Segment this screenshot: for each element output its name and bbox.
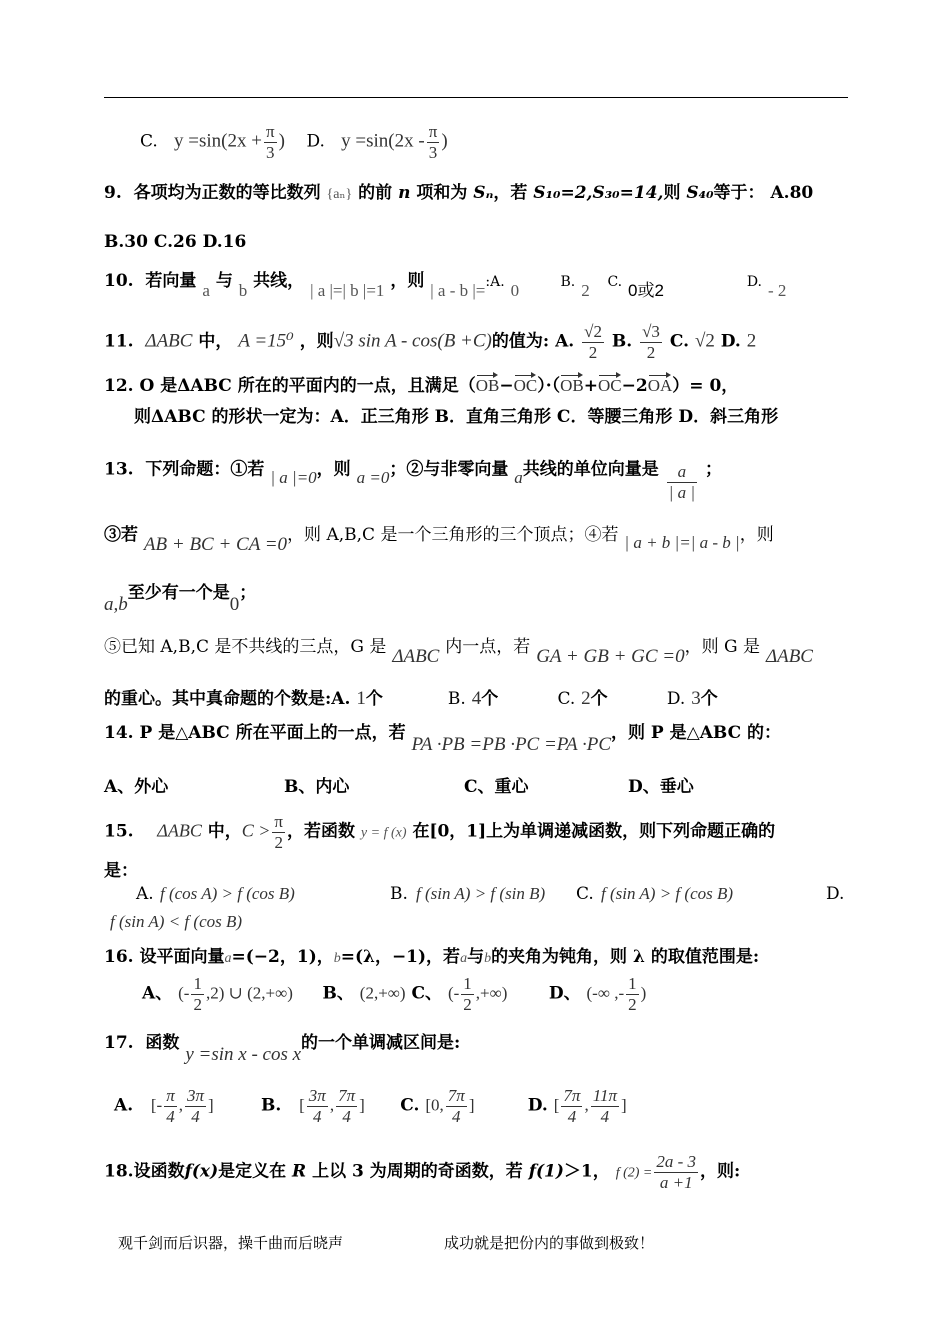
sequence-symbol: {aₙ} xyxy=(326,187,353,202)
question-17-options: A. [- $\frac{\pi}{4}$ , $\frac{3\pi}{4}$ ] B. [ $\frac{3\pi}{4}$ , $\frac{7\pi}{4}$ ] C. [0, $\frac{7\pi}{4}$ ] D. [ $\frac{7\pi}{4}$ , $\frac{11\pi}{4}$ ] xyxy=(114,1086,627,1126)
question-15: 15. ΔABC 中，C > $\frac{\pi}{2}$ ，若函数 y = f (x) 在[0，1]上为单调递减函数，则下列命题正确的 xyxy=(104,812,776,852)
fraction: $\frac{\pi}{3}$ xyxy=(265,122,275,162)
fraction: $\frac{\pi}{3}$ xyxy=(428,122,438,162)
question-15-option-d: f (sin A) < f (cos B) xyxy=(110,912,243,931)
question-13-p3: ③若 AB + BC + CA =0，则 A,B,C 是一个三角形的三个顶点；④若 | a + b |=| a - b |，则 xyxy=(104,525,774,555)
footer-left-motto: 观千剑而后识器，操千曲而后晓声 xyxy=(118,1234,344,1252)
question-12-line2: 则ΔABC 的形状一定为：A．正三角形 B．直角三角形 C．等腰三角形 D．斜三角形 xyxy=(134,407,779,427)
option-d-label: D. xyxy=(306,131,325,152)
question-16-options: A、 (- $\frac{1}{2}$ ,2) ∪ (2,+∞) B、 (2,+∞) C、 (- $\frac{1}{2}$ ,+∞) D、 (-∞ ,- $\frac{1}{2}$ ) xyxy=(142,974,647,1014)
question-14: 14. P 是△ABC 所在平面上的一点，若 PA ·PB =PB ·PC =PA ·PC，则 P 是△ABC 的： xyxy=(104,723,782,755)
question-12-line1: 12. O 是ΔABC 所在的平面内的一点，且满足（OB−OC）·（OB+OC−2OA）= 0， xyxy=(104,371,738,396)
question-18: 18.设函数f(x)是定义在 R 上以 3 为周期的奇函数，若 f(1)＞1， f (2) = $\frac{2a - 3}{a +1}$ ，则: xyxy=(104,1152,741,1192)
option-a: A.80 xyxy=(770,183,814,203)
question-13-p4: a,b至少有一个是0； xyxy=(104,583,257,615)
question-11: 11. ΔABC 中， A =15⁰ ，则√3 sin A - cos(B +C)的值为: A. $\frac{√2}{2}$ B. $\frac{√3}{2}$ C. √2 D. 2 xyxy=(104,322,757,362)
question-16: 16. 设平面向量a=(−2，1)，b=(λ，−1)，若a与b的夹角为钝角，则 λ 的取值范围是: xyxy=(104,947,760,967)
header-rule xyxy=(104,97,848,98)
footer-right-motto: 成功就是把份内的事做到极致！ xyxy=(444,1234,655,1252)
question-9-options: B.30 C.26 D.16 xyxy=(104,232,247,252)
question-14-options: A、外心 B、内心 C、重心 D、垂心 xyxy=(104,777,694,797)
question-15-cont: 是： xyxy=(104,861,138,881)
option-c-expr: y =sin(2x + xyxy=(174,130,262,152)
question-10: 10. 若向量 a 与 b 共线， | a |=| b |=1 ，则 | a - b |=:A. 0 B. 2 C. 0或2 D. - 2 xyxy=(104,271,787,300)
q8-options: C. y =sin(2x + $\frac{\pi}{3}$ ) D. y =sin(2x - $\frac{\pi}{3}$ ) xyxy=(140,122,448,162)
question-9: 9. 各项均为正数的等比数列 {aₙ} 的前 n 项和为 Sₙ，若 S₁₀=2,S₃₀=14,则 S₄₀等于： A.80 xyxy=(104,183,814,203)
question-13-answer: 的重心。其中真命题的个数是:A. 1个 B. 4个 C. 2个 D. 3个 xyxy=(104,688,718,709)
question-13: 13. 下列命题：①若 | a |=0，则 a =0；②与非零向量 a共线的单位向量是 $\frac{a}{| a |}$ ； xyxy=(104,459,722,502)
question-17: 17. 函数 y =sin x - cos x的一个单调减区间是: xyxy=(104,1033,461,1065)
question-13-p5: ⑤已知 A,B,C 是不共线的三点，G 是 ΔABC 内一点，若 GA + GB + GC =0，则 G 是 ΔABC xyxy=(104,637,813,667)
option-c-label: C. xyxy=(140,131,158,152)
option-d-expr: y =sin(2x - xyxy=(341,130,425,152)
